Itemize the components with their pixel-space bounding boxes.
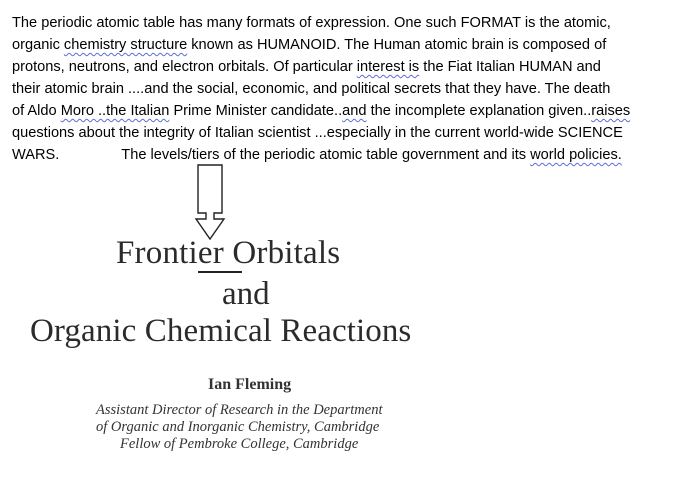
spellcheck-flagged-text: world policies. bbox=[530, 147, 622, 163]
text-run: their atomic brain ....and the social, economic, and political secrets that they have. The death bbox=[12, 81, 611, 97]
author-affiliation-line-3: Fellow of Pembroke College, Cambridge bbox=[120, 436, 359, 452]
text-run: The periodic atomic table has many formats of expression. One such FORMAT is the atomic, bbox=[12, 15, 611, 31]
text-run: known as HUMANOID. The Human atomic brain is composed of bbox=[187, 37, 607, 53]
author-affiliation-line-1: Assistant Director of Research in the Department bbox=[96, 402, 383, 418]
spellcheck-flagged-text: raises bbox=[591, 103, 631, 119]
text-run: WARS. bbox=[12, 147, 60, 163]
tier-underline bbox=[198, 271, 242, 273]
text-run: of Aldo bbox=[12, 103, 61, 119]
text-run: the Fiat Italian HUMAN and bbox=[419, 59, 601, 75]
book-title-line-2: and bbox=[222, 276, 270, 312]
spellcheck-flagged-text: interest is bbox=[356, 59, 420, 75]
book-title-line-3: Organic Chemical Reactions bbox=[30, 313, 412, 349]
spellcheck-flagged-text: chemistry structure bbox=[63, 37, 188, 53]
spellcheck-flagged-text: Moro ..the Italian bbox=[60, 103, 170, 119]
text-run: The levels/tiers of the periodic atomic table government and its bbox=[121, 147, 531, 163]
text-run: Prime Minister candidate.. bbox=[169, 103, 343, 119]
text-run: protons, neutrons, and electron orbitals. Of particular bbox=[12, 59, 357, 75]
book-title-line-1: Frontier Orbitals bbox=[116, 235, 341, 271]
spellcheck-flagged-text: and bbox=[342, 103, 367, 119]
book-author: Ian Fleming bbox=[208, 376, 292, 393]
text-run: the incomplete explanation given.. bbox=[366, 103, 592, 119]
text-run: organic bbox=[12, 37, 64, 53]
text-run: questions about the integrity of Italian scientist ...especially in the current world-wide SCIENCE bbox=[12, 125, 623, 141]
author-affiliation-line-2: of Organic and Inorganic Chemistry, Cambridge bbox=[96, 419, 380, 435]
